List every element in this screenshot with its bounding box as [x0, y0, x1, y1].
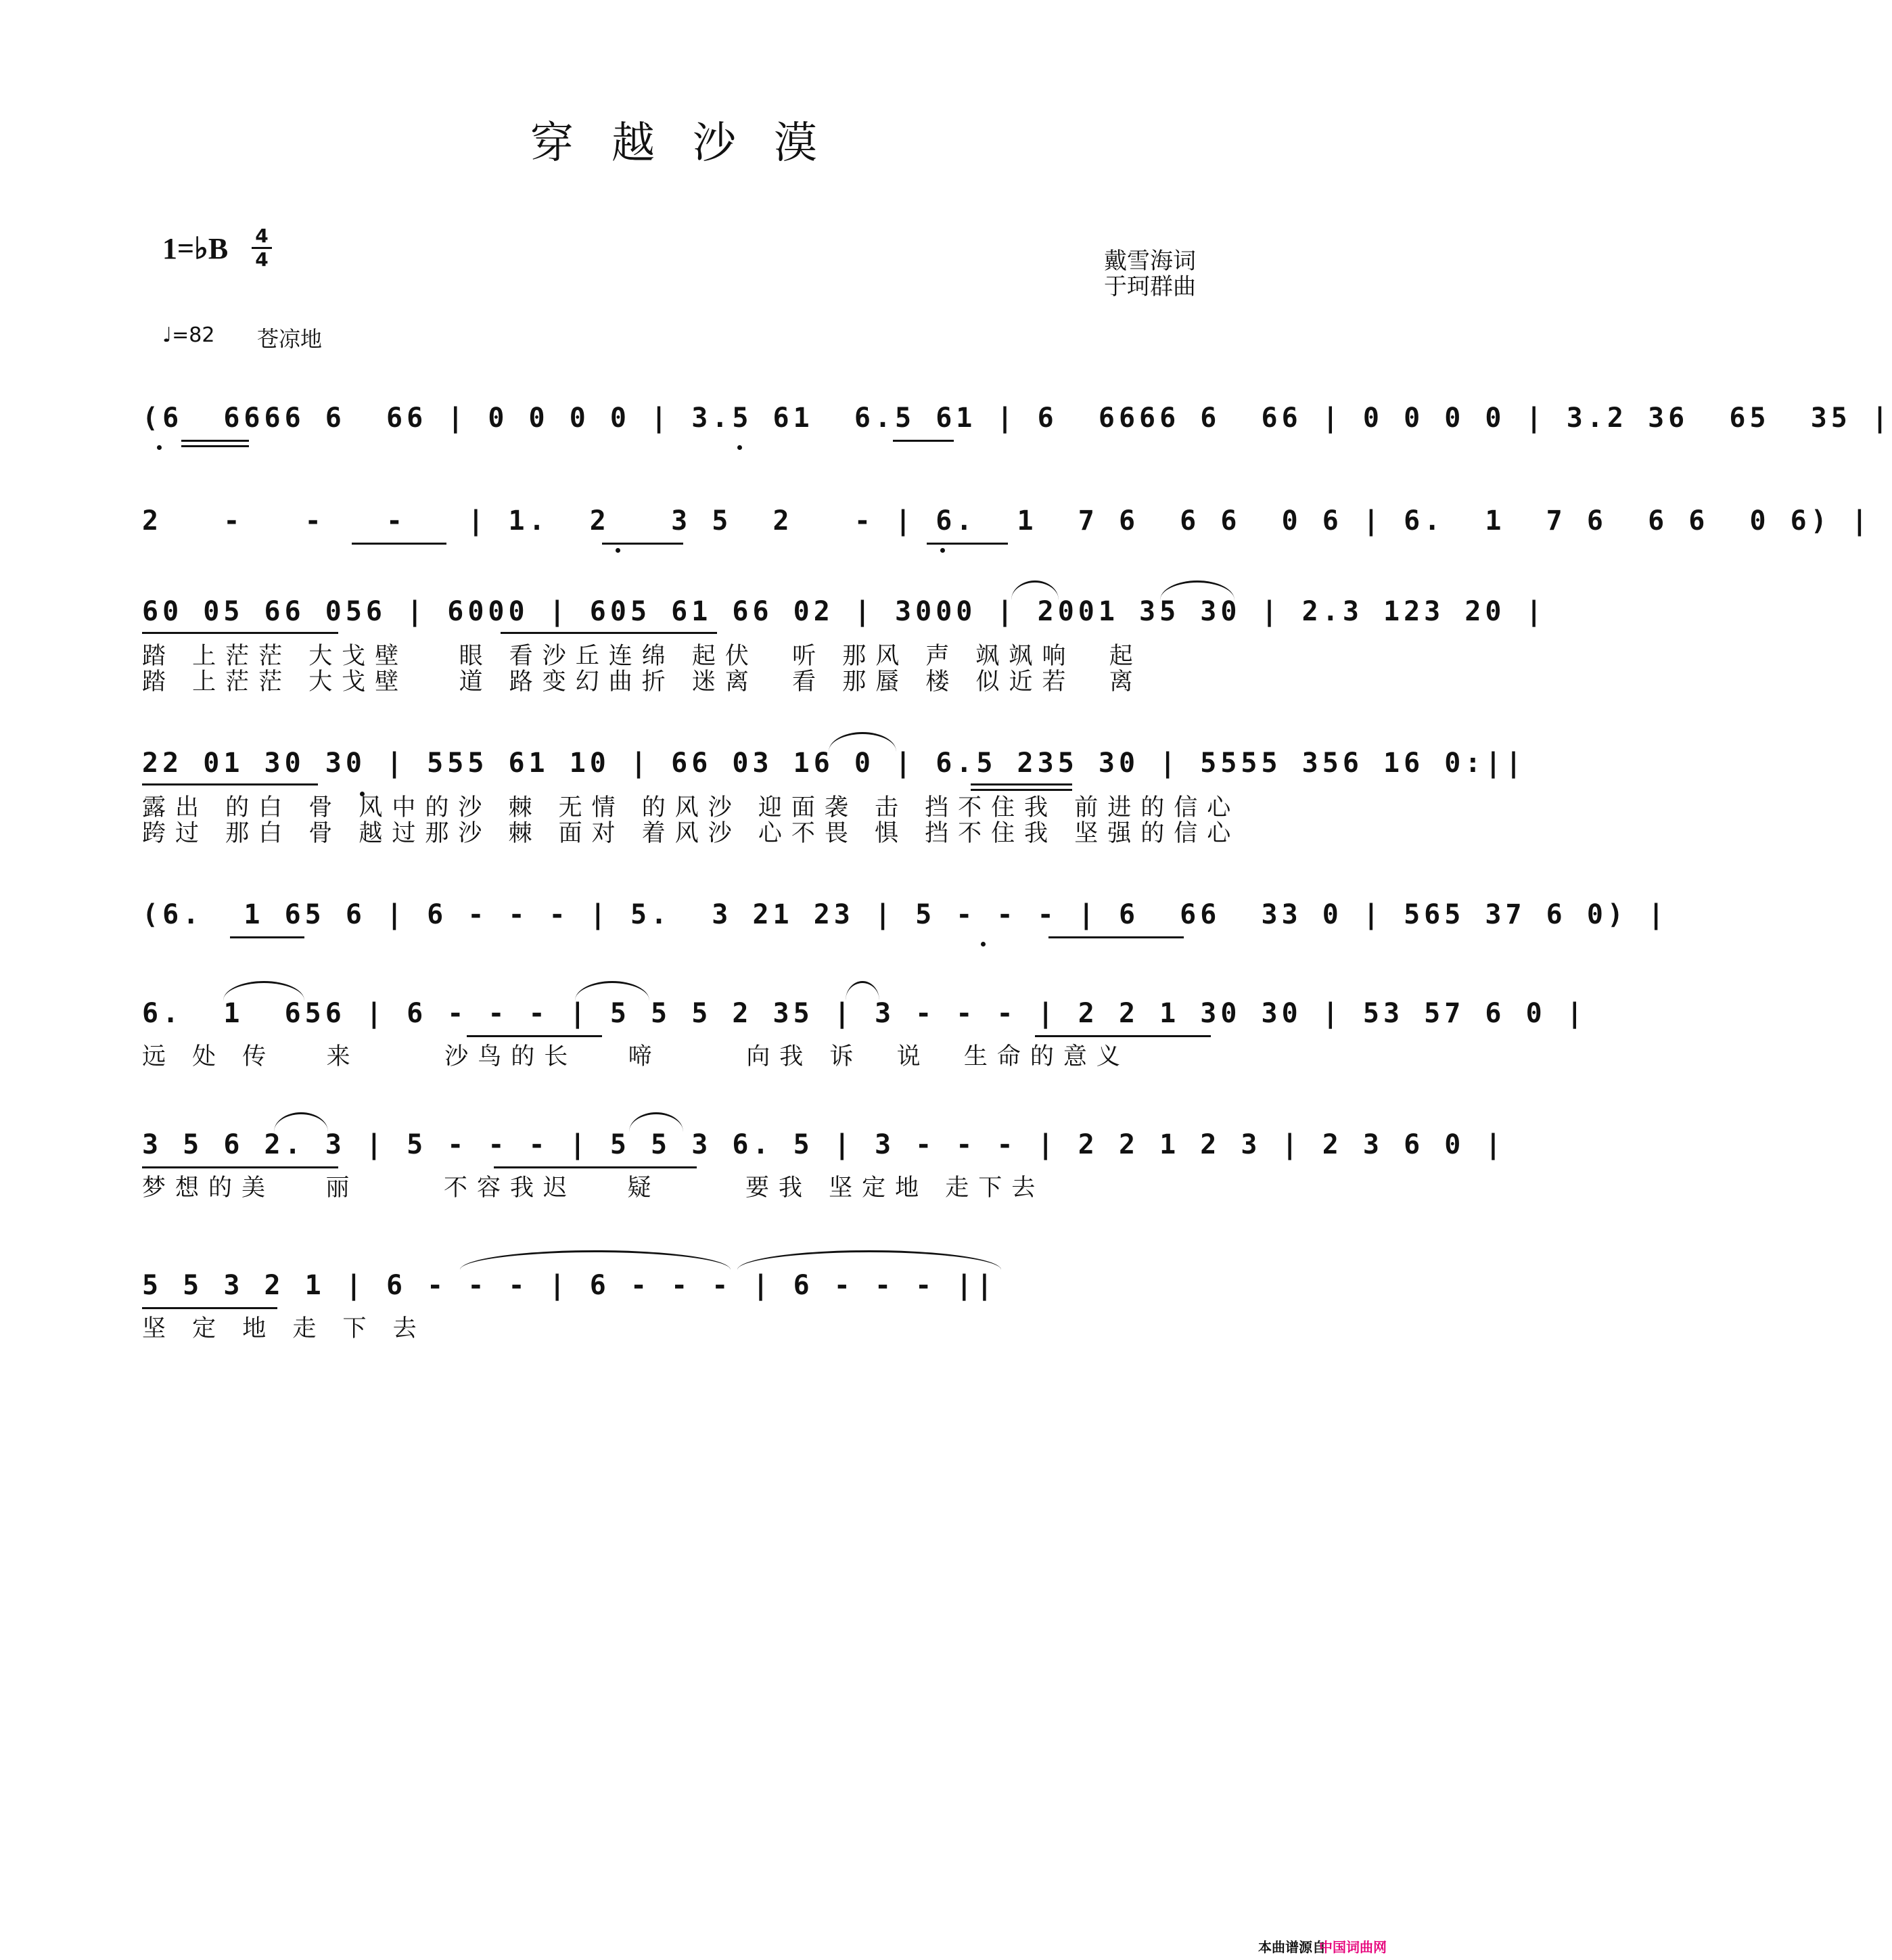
notation-line: 60 05 66 056 | 6000 | 605 61 66 02 | 3000 | 2001 35 30 | 2.3 123 20 | [142, 596, 1546, 627]
beam [181, 440, 249, 442]
composer-credit: 于珂群曲 [1104, 273, 1196, 300]
lyric-verse-2: 踏 上茫茫 大戈壁 道 路变幻曲折 迷离 看 那蜃 楼 似近若 离 [142, 668, 1143, 696]
low-octave-dot [157, 445, 162, 450]
slur [629, 1112, 683, 1132]
beam [971, 789, 1072, 791]
beam [142, 1307, 277, 1309]
slur [737, 1250, 1001, 1270]
beam [181, 445, 249, 447]
beam [142, 1166, 338, 1168]
meter-top: 4 [255, 225, 269, 247]
lyric-line: 梦想的美 丽 不容我迟 疑 要我 坚定地 走下去 [142, 1175, 1045, 1202]
beam [494, 1166, 697, 1168]
beam [1035, 1035, 1211, 1037]
slur [274, 1112, 328, 1132]
score-line-6 [142, 997, 1587, 1092]
low-octave-dot [940, 548, 945, 553]
expression-marking: 苍凉地 [257, 326, 323, 352]
score-line-7 [142, 1129, 1506, 1223]
notation-line: (6 6666 6 66 | 0 0 0 0 | 3.5 61 6.5 61 | 6 6666 6 66 | 0 0 0 0 | 3.2 36 65 35 | [142, 403, 1892, 434]
lyric-line: 坚 定 地 走 下 去 [142, 1315, 426, 1342]
beam [602, 543, 683, 545]
notation-line: (6. 1 65 6 | 6 - - - | 5. 3 21 23 | 5 - - - | 6 66 33 0 | 565 37 6 0) | [142, 899, 1669, 930]
lyric-verse-2: 跨过 那白 骨 越过那沙 棘 面对 着风沙 心不畏 惧 挡不住我 坚强的信心 [142, 820, 1241, 847]
low-octave-dot [616, 548, 620, 553]
score-line-3 [142, 595, 1546, 696]
beam [467, 1035, 602, 1037]
notation-line: 22 01 30 30 | 555 61 10 | 66 03 16 0 | 6.5 235 30 | 5555 356 16 0:|| [142, 748, 1526, 779]
footer-site-link[interactable]: 中国词曲网 [1319, 1939, 1387, 1955]
slur [460, 1250, 731, 1270]
beam [230, 936, 304, 938]
beam [971, 783, 1072, 785]
slur [829, 732, 896, 752]
low-octave-dot [737, 445, 742, 450]
beam [893, 440, 954, 442]
lyricist-credit: 戴雪海词 [1104, 248, 1196, 275]
lyric-verse-1: 露出 的白 骨 风中的沙 棘 无情 的风沙 迎面袭 击 挡不住我 前进的信心 [142, 794, 1241, 821]
notation-line: 5 5 3 2 1 | 6 - - - | 6 - - - | 6 - - - || [142, 1270, 997, 1301]
notation-line: 2 - - - | 1. 2 3 5 2 - | 6. 1 7 6 6 6 0 6 | 6. 1 7 6 6 6 0 6) | [142, 505, 1872, 537]
score-line-4 [142, 747, 1526, 847]
beam [352, 543, 446, 545]
beam [142, 632, 338, 634]
score-line-5 [142, 898, 1669, 993]
notation-line: 3 5 6 2. 3 | 5 - - - | 5 5 3 6. 5 | 3 - - - | 2 2 1 2 3 | 2 3 6 0 | [142, 1129, 1506, 1160]
page-title: 穿越沙漠 [530, 118, 855, 168]
beam [927, 543, 1008, 545]
score-line-2 [142, 505, 1872, 599]
low-octave-dot [981, 942, 986, 947]
beam [1048, 936, 1184, 938]
meter-bottom: 4 [255, 248, 269, 271]
beam [501, 632, 717, 634]
lyric-line: 远 处 传 来 沙鸟的长 啼 向我 诉 说 生命的意义 [142, 1043, 1130, 1070]
score-line-8 [142, 1269, 1251, 1364]
beam [142, 783, 318, 785]
notation-line: 6. 1 656 | 6 - - - | 5 5 5 2 35 | 3 - - - | 2 2 1 30 30 | 53 57 6 0 | [142, 998, 1587, 1029]
tempo-marking: ♩=82 [162, 323, 215, 347]
score-line-1 [142, 402, 1892, 497]
key-signature: 1=♭B [162, 232, 229, 265]
time-signature [252, 226, 272, 270]
footer-source-label: 本曲谱源自 [1258, 1939, 1326, 1955]
lyric-verse-1: 踏 上茫茫 大戈壁 眼 看沙丘连绵 起伏 听 那风 声 飒飒响 起 [142, 643, 1143, 670]
